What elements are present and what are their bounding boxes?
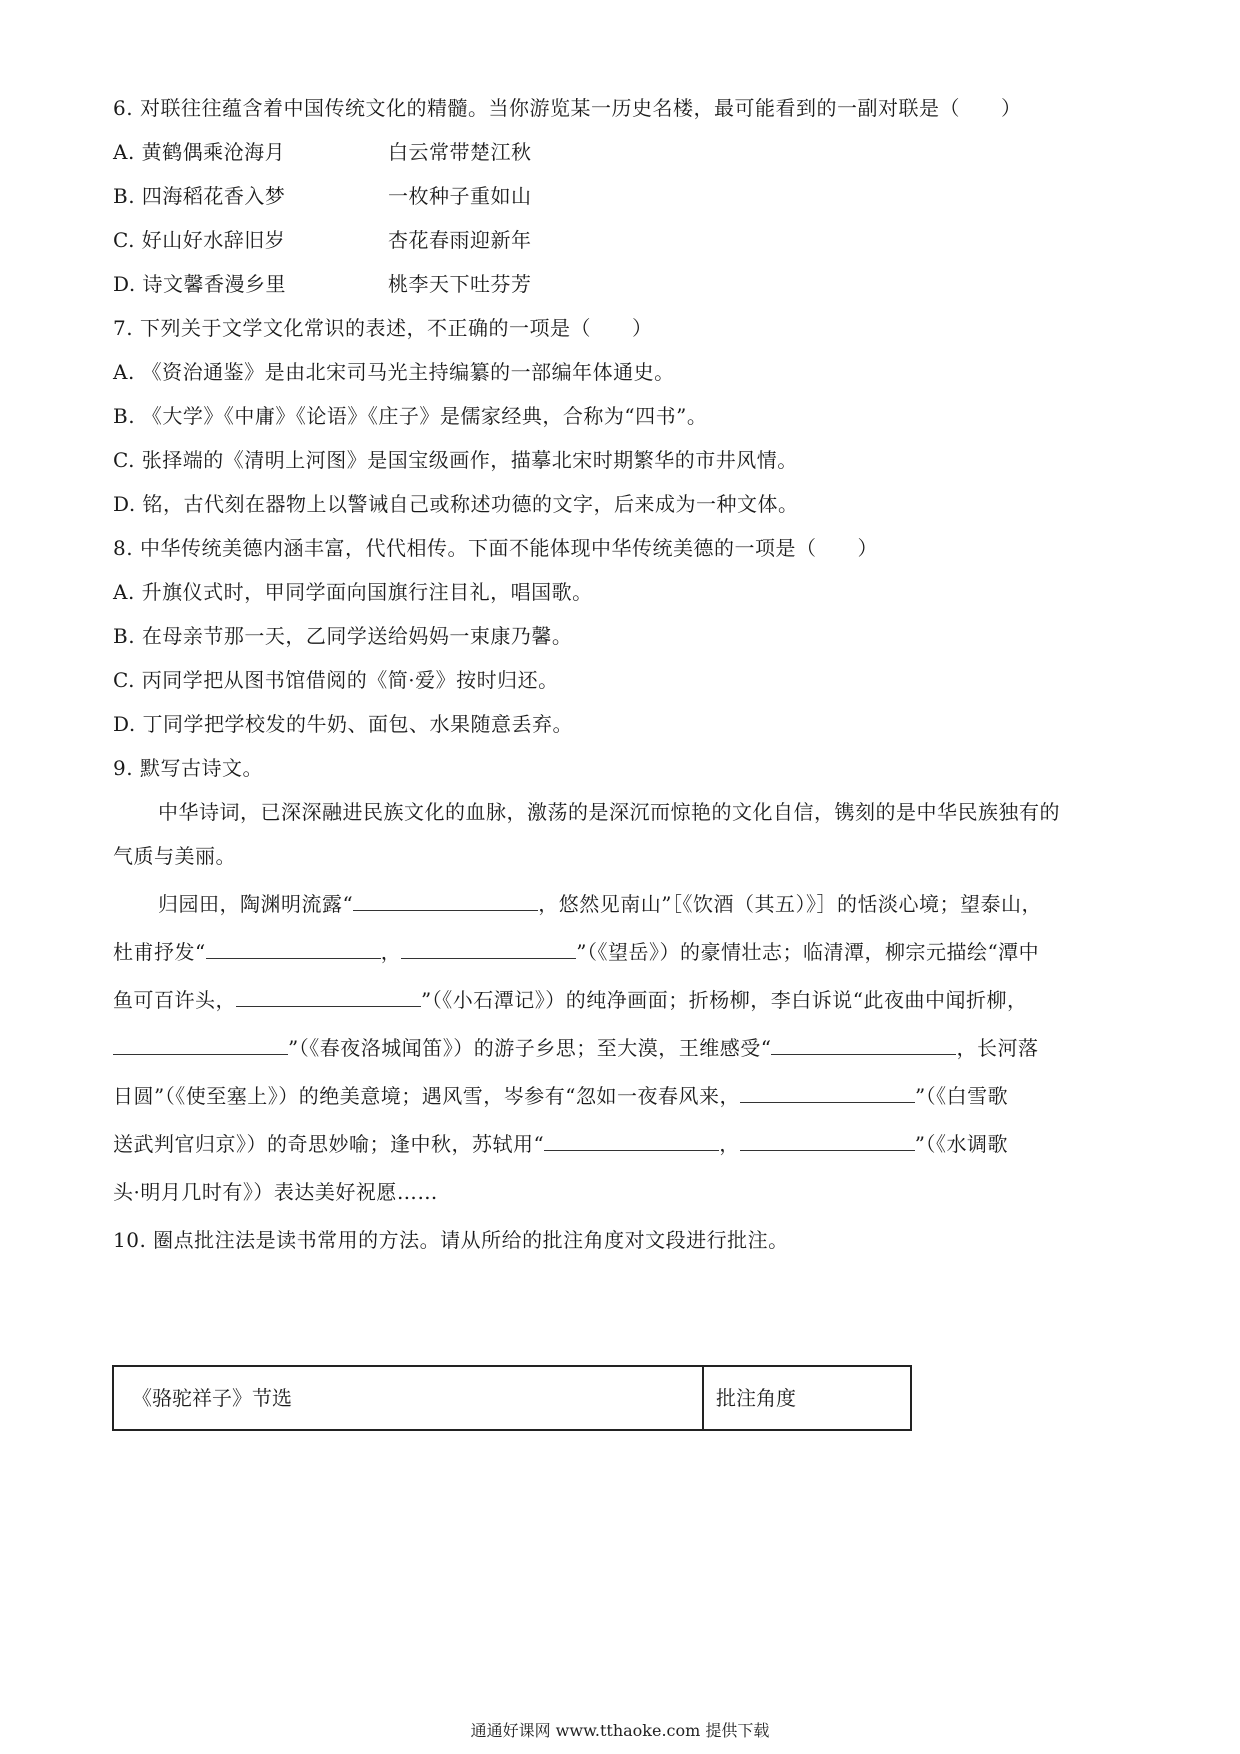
q9-text: ，	[380, 940, 402, 964]
table-header-angle: 批注角度	[716, 1386, 796, 1410]
q9-para-line-4	[113, 1034, 1038, 1062]
q9-intro-line-2: 气质与美丽。	[113, 844, 236, 868]
q6-option-d	[113, 270, 813, 298]
q7-option-a: A. 《资治通鉴》是由北宋司马光主持编纂的一部编年体通史。	[113, 360, 675, 384]
q9-intro-line-1: 中华诗词，已深深融进民族文化的血脉，激荡的是深沉而惊艳的文化自信，镌刻的是中华民族独有的	[158, 800, 1060, 824]
q7-stem: 7. 下列关于文学文化常识的表述，不正确的一项是（ ）	[113, 316, 653, 340]
q6-option-a-right: 白云常带楚江秋	[388, 140, 532, 164]
q9-text: ，悠然见南山”［《饮酒（其五）》］的恬淡心境；望泰山，	[538, 892, 1042, 916]
answer-blank[interactable]	[740, 1082, 915, 1103]
q9-text: 鱼可百许头，	[113, 988, 236, 1012]
q9-text: 归园田，陶渊明流露“	[158, 892, 354, 916]
q8-option-d: D. 丁同学把学校发的牛奶、面包、水果随意丢弃。	[113, 712, 574, 736]
page-footer: 通通好课网 www.tthaoke.com 提供下载	[470, 1721, 770, 1740]
q7-option-b: B. 《大学》《中庸》《论语》《庄子》是儒家经典，合称为“四书”。	[113, 404, 708, 428]
q9-text: 送武判官归京》）的奇思妙喻；逢中秋，苏轼用“	[113, 1132, 545, 1156]
q9-text: ”（《白雪歌	[914, 1084, 1009, 1108]
q6-option-a	[113, 138, 813, 166]
q8-stem: 8. 中华传统美德内涵丰富，代代相传。下面不能体现中华传统美德的一项是（ ）	[113, 536, 878, 560]
q9-para-line-2	[113, 938, 1039, 966]
q6-option-c-left: C. 好山好水辞旧岁	[113, 228, 286, 252]
answer-blank[interactable]	[740, 1130, 915, 1151]
q6-option-c-right: 杏花春雨迎新年	[388, 228, 532, 252]
q9-text: ”（《小石潭记》）的纯净画面；折杨柳，李白诉说“此夜曲中闻折柳，	[421, 988, 1028, 1012]
answer-blank[interactable]	[353, 890, 538, 911]
answer-blank[interactable]	[544, 1130, 719, 1151]
q9-para-line-7: 头·明月几时有》）表达美好祝愿……	[113, 1180, 438, 1204]
q9-text: ”（《望岳》）的豪情壮志；临清潭，柳宗元描绘“潭中	[576, 940, 1040, 964]
q10-stem: 10. 圈点批注法是读书常用的方法。请从所给的批注角度对文段进行批注。	[113, 1228, 789, 1252]
q9-text: ”（《水调歌	[914, 1132, 1008, 1156]
table-header-excerpt: 《骆驼祥子》节选	[114, 1367, 704, 1429]
q6-option-b-right: 一枚种子重如山	[388, 184, 532, 208]
answer-blank[interactable]	[401, 938, 576, 959]
q6-option-d-right: 桃李天下吐芬芳	[388, 272, 532, 296]
q6-stem: 6. 对联往往蕴含着中国传统文化的精髓。当你游览某一历史名楼，最可能看到的一副对联是（ ）	[113, 96, 1022, 120]
q9-para-line-5	[113, 1082, 1008, 1110]
q8-option-a: A. 升旗仪式时，甲同学面向国旗行注目礼，唱国歌。	[113, 580, 593, 604]
q8-option-b: B. 在母亲节那一天，乙同学送给妈妈一束康乃馨。	[113, 624, 573, 648]
answer-blank[interactable]	[771, 1034, 956, 1055]
q9-para-line-6	[113, 1130, 1008, 1158]
answer-blank[interactable]	[113, 1034, 288, 1055]
q6-option-d-left: D. 诗文馨香漫乡里	[113, 272, 287, 296]
q6-option-b-left: B. 四海稻花香入梦	[113, 184, 286, 208]
q7-option-d: D. 铭，古代刻在器物上以警诫自己或称述功德的文字，后来成为一种文体。	[113, 492, 799, 516]
q9-text: 日圆”（《使至塞上》）的绝美意境；遇风雪，岑参有“忽如一夜春风来，	[113, 1084, 740, 1108]
q9-text: 杜甫抒发“	[113, 940, 206, 964]
q8-option-c: C. 丙同学把从图书馆借阅的《简·爱》按时归还。	[113, 668, 559, 692]
answer-blank[interactable]	[206, 938, 381, 959]
q9-text: ，长河落	[956, 1036, 1039, 1060]
q6-option-c	[113, 226, 813, 254]
q7-option-c: C. 张择端的《清明上河图》是国宝级画作，描摹北宋时期繁华的市井风情。	[113, 448, 798, 472]
q9-text: ”（《春夜洛城闻笛》）的游子乡思；至大漠，王维感受“	[288, 1036, 772, 1060]
q9-para-line-3	[113, 986, 1027, 1014]
q9-text: ，	[719, 1132, 740, 1156]
q6-option-a-left: A. 黄鹤偶乘沧海月	[113, 140, 286, 164]
q9-stem: 9. 默写古诗文。	[113, 756, 263, 780]
answer-blank[interactable]	[236, 986, 421, 1007]
q9-para-line-1	[158, 890, 1042, 918]
q6-option-b	[113, 182, 813, 210]
annotation-table	[112, 1365, 912, 1431]
